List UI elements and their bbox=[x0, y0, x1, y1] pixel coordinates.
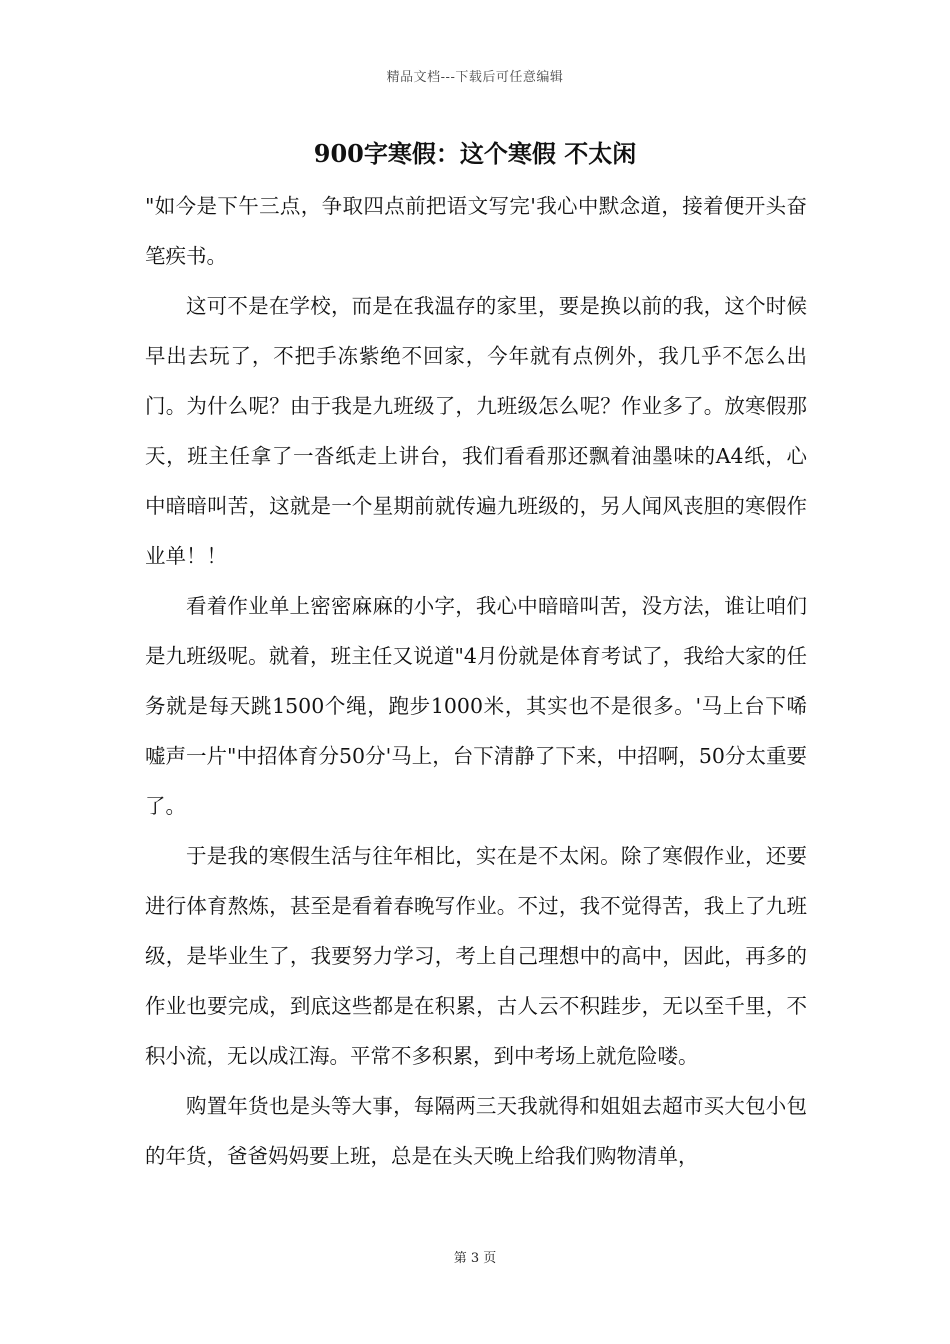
paragraph-4: 于是我的寒假生活与往年相比，实在是不太闲。除了寒假作业，还要进行体育熬炼，甚至是看着春晚写作业。不过，我不觉得苦，我上了九班级，是毕业生了，我要努力学习，考上自己理想中的高中，因此，再多的作业也要完成，到底这些都是在积累，古人云不积跬步，无以至千里，不积小流，无以成江海。平常不多积累，到中考场上就危险喽。 bbox=[145, 844, 807, 1068]
page-number: 第 3 页 bbox=[453, 1251, 497, 1266]
paragraph-3: 看着作业单上密密麻麻的小字，我心中暗暗叫苦，没方法，谁让咱们是九班级呢。就着，班主任又说道"4月份就是体育考试了，我给大家的任务就是每天跳1500个绳，跑步1000米，其实也不是很多。'马上台下唏嘘声一片"中招体育分50分'马上，台下清静了下来，中招啊，50分太重要了。 bbox=[145, 594, 807, 818]
paragraph-1: "如今是下午三点，争取四点前把语文写完'我心中默念道，接着便开头奋笔疾书。 bbox=[145, 194, 807, 268]
document-body bbox=[145, 181, 807, 1181]
paragraph-5: 购置年货也是头等大事，每隔两三天我就得和姐姐去超市买大包小包的年货，爸爸妈妈要上班，总是在头天晚上给我们购物清单， bbox=[145, 1094, 807, 1168]
document-title: 900字寒假：这个寒假 不太闲 bbox=[313, 139, 637, 168]
paragraph-2: 这可不是在学校，而是在我温存的家里，要是换以前的我，这个时候早出去玩了，不把手冻紫绝不回家，今年就有点例外，我几乎不怎么出门。为什么呢？由于我是九班级了，九班级怎么呢？作业多了。放寒假那天，班主任拿了一沓纸走上讲台，我们看看那还飘着油墨味的A4纸，心中暗暗叫苦，这就是一个星期前就传遍九班级的，另人闻风丧胆的寒假作业单！！ bbox=[145, 294, 807, 568]
page-header: 精品文档---下载后可任意编辑 bbox=[386, 70, 564, 85]
